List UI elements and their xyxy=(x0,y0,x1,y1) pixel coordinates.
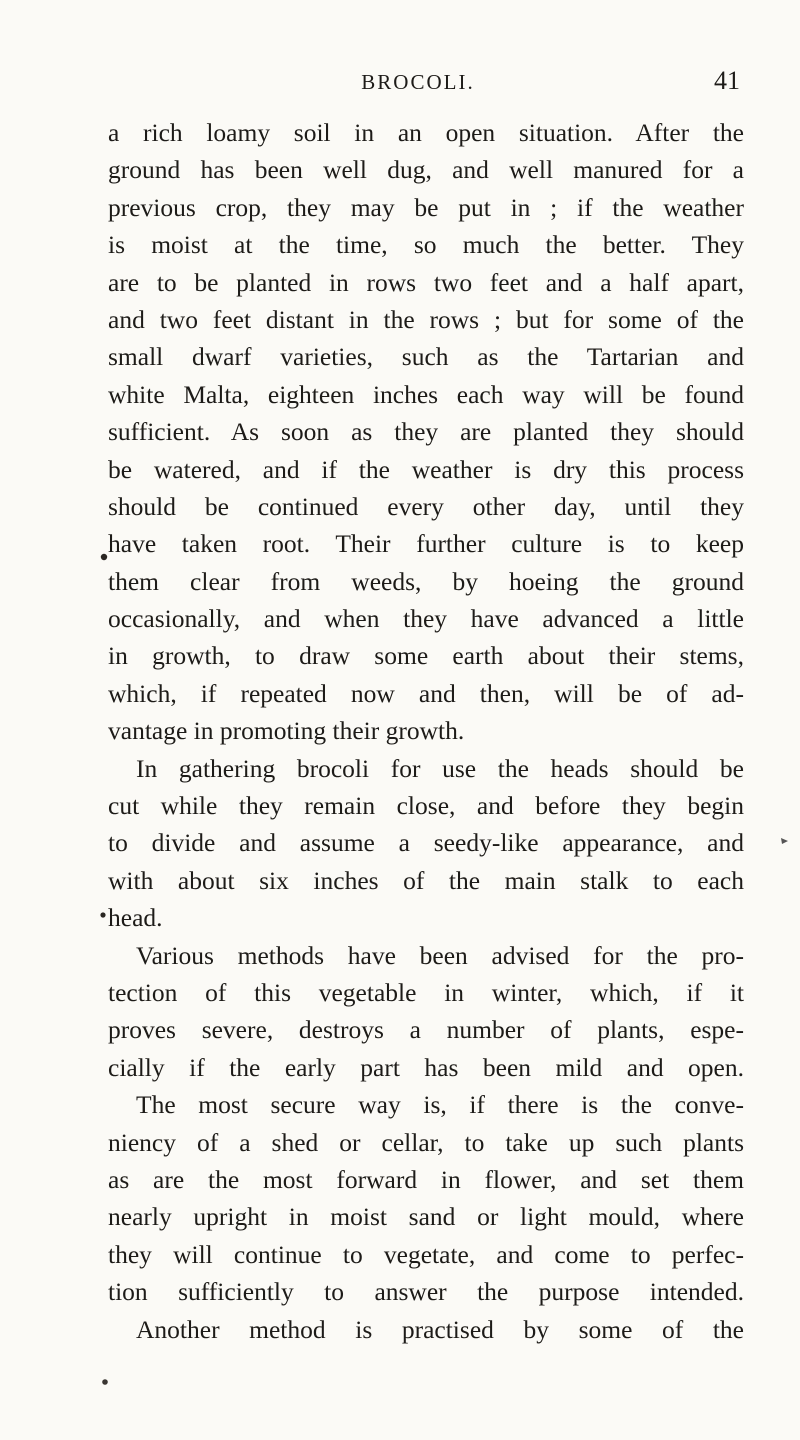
text-line: previous crop, they may be put in ; if the weather xyxy=(108,192,744,222)
text-line: be watered, and if the weather is dry this process xyxy=(108,454,744,484)
running-title: BROCOLI. xyxy=(361,70,475,94)
text-line: to divide and assume a seedy-like appearance, and xyxy=(108,828,744,858)
text-line: they will continue to vegetate, and come to perfec- xyxy=(108,1239,744,1269)
ink-speck xyxy=(98,910,108,920)
text-line: The most secure way is, if there is the conve- xyxy=(136,1090,744,1120)
text-line: occasionally, and when they have advanced a little xyxy=(108,604,744,634)
text-line: are to be planted in rows two feet and a half apart, xyxy=(108,267,744,297)
text-line: in growth, to draw some earth about their stems, xyxy=(108,641,744,671)
text-line: should be continued every other day, until they xyxy=(108,491,744,521)
text-line: white Malta, eighteen inches each way will be found xyxy=(108,379,744,409)
ink-speck xyxy=(780,836,790,846)
text-line: nearly upright in moist sand or light mould, where xyxy=(108,1202,744,1232)
text-line: Various methods have been advised for the pro- xyxy=(136,940,744,970)
text-line: niency of a shed or cellar, to take up such plants xyxy=(108,1127,744,1157)
text-line: is moist at the time, so much the better. They xyxy=(108,230,744,260)
page-number: 41 xyxy=(714,66,740,95)
text-line: Another method is practised by some of the xyxy=(136,1314,744,1344)
text-line: proves severe, destroys a number of plants, espe- xyxy=(108,1015,744,1045)
text-line: a rich loamy soil in an open situation. After the xyxy=(108,118,744,147)
text-line: cut while they remain close, and before they begin xyxy=(108,791,744,821)
text-line: head. xyxy=(108,903,163,933)
text-line: vantage in promoting their growth. xyxy=(108,716,465,746)
text-line: which, if repeated now and then, will be of ad- xyxy=(108,678,744,708)
text-line: tion sufficiently to answer the purpose intended. xyxy=(108,1277,744,1307)
running-head xyxy=(0,62,800,102)
text-line: have taken root. Their further culture is to keep xyxy=(108,529,744,559)
text-line: small dwarf varieties, such as the Tartarian and xyxy=(108,342,744,372)
text-line: ground has been well dug, and well manured for a xyxy=(108,155,744,185)
body-text xyxy=(108,114,744,1348)
text-line: sufficient. As soon as they are planted they should xyxy=(108,417,744,447)
text-line: with about six inches of the main stalk to each xyxy=(108,865,744,895)
ink-speck xyxy=(99,552,109,562)
text-line: them clear from weeds, by hoeing the ground xyxy=(108,566,744,596)
text-line: tection of this vegetable in winter, which, if it xyxy=(108,977,744,1007)
text-line: as are the most forward in flower, and set them xyxy=(108,1164,744,1194)
text-line: cially if the early part has been mild and open. xyxy=(108,1052,744,1082)
ink-speck xyxy=(100,1377,110,1387)
text-line: and two feet distant in the rows ; but for some of the xyxy=(108,304,744,334)
text-line: In gathering brocoli for use the heads should be xyxy=(136,753,744,783)
